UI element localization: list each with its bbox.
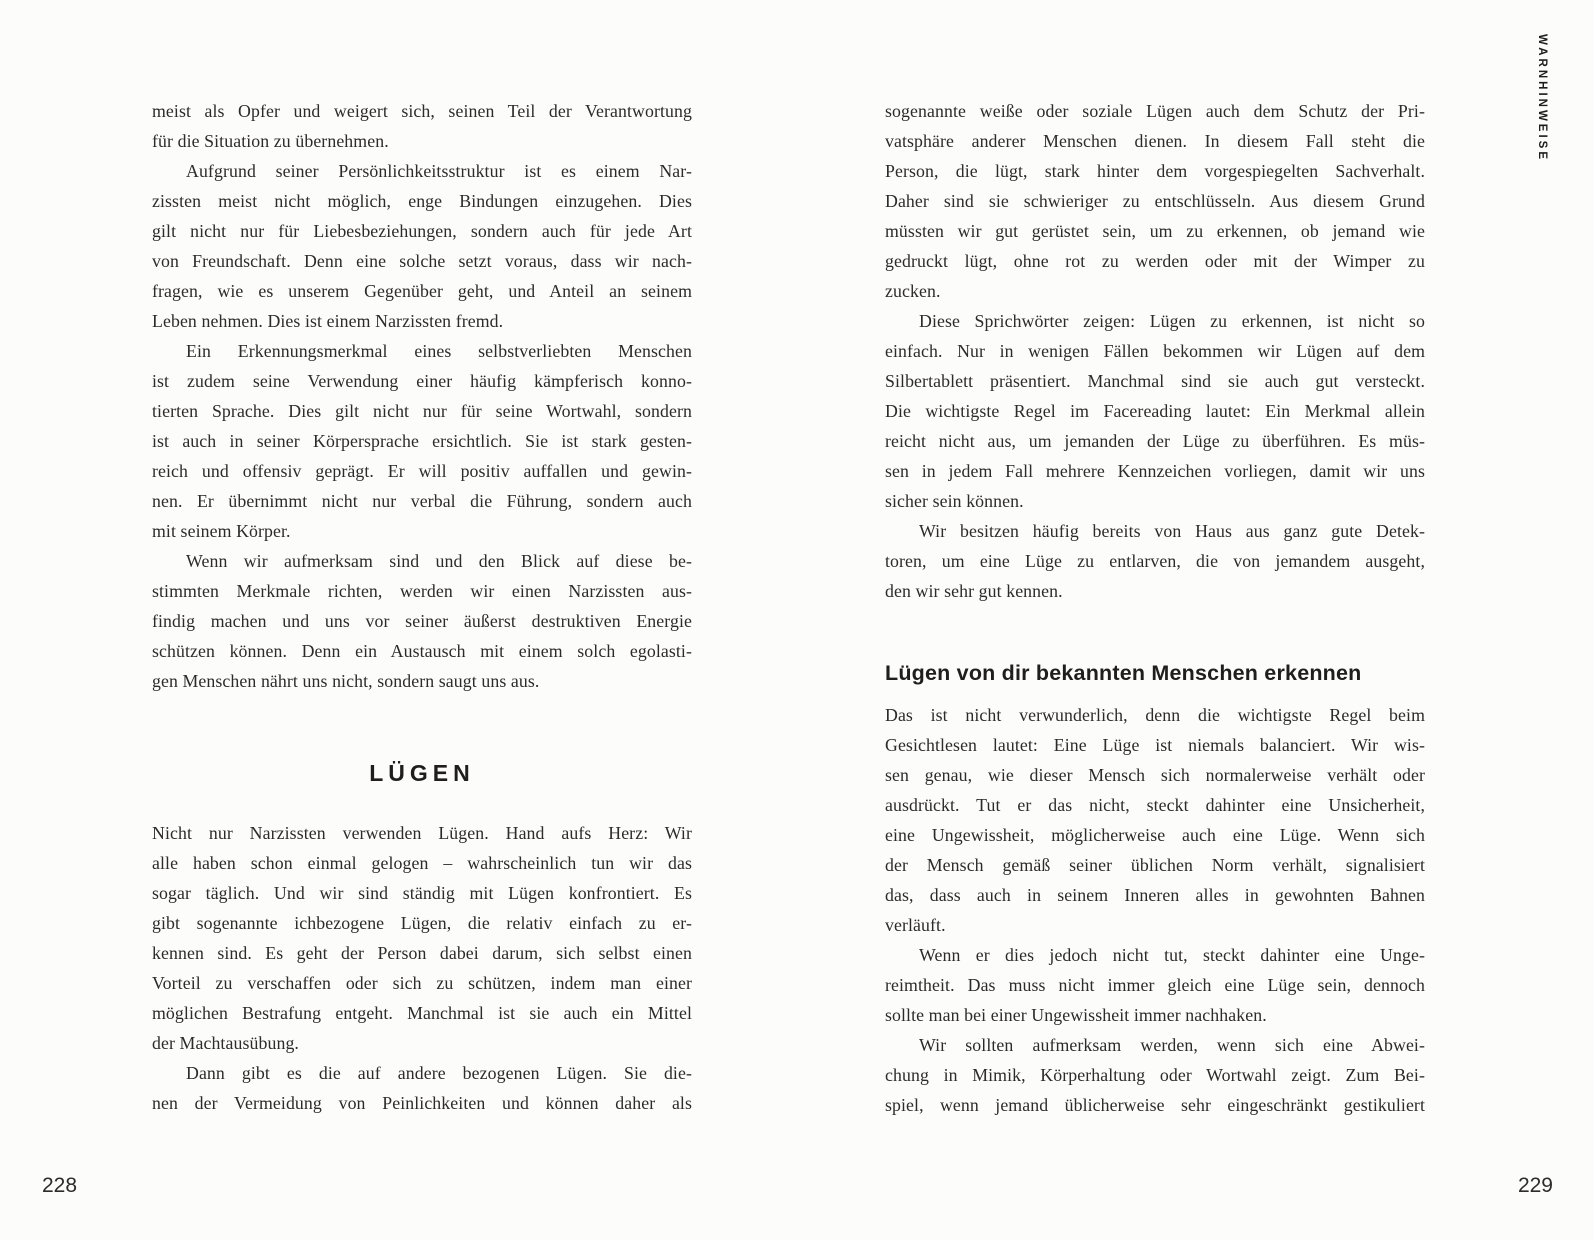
text-line: Nicht nur Narzissten verwenden Lügen. Hand aufs Herz: Wir [152,823,692,843]
text-line: Wir besitzen häufig bereits von Haus aus ganz gute Detek- [919,521,1425,541]
text-line: Diese Sprichwörter zeigen: Lügen zu erkennen, ist nicht so [919,311,1425,331]
text-line: Ein Erkennungsmerkmal eines selbstverliebten Menschen [186,341,692,361]
paragraph [152,156,692,336]
text-line: von Freundschaft. Denn eine solche setzt voraus, dass wir nach- [152,251,692,271]
text-line: das, dass auch in seinem Inneren alles in gewohnten Bahnen [885,885,1425,905]
text-line: mit seinem Körper. [152,521,291,541]
text-line: toren, um eine Lüge zu entlarven, die von jemandem ausgeht, [885,551,1425,571]
text-line: Leben nehmen. Dies ist einem Narzissten fremd. [152,311,504,331]
text-line: reicht nicht aus, um jemanden der Lüge zu überführen. Es müs- [885,431,1425,451]
text-line: zissten meist nicht möglich, enge Bindungen einzugehen. Dies [152,191,692,211]
text-line: müssten wir gut gerüstet sein, um zu erkennen, ob jemand wie [885,221,1425,241]
text-line: Silbertablett präsentiert. Manchmal sind sie auch gut versteckt. [885,371,1425,391]
text-line: Gesichtlesen lautet: Eine Lüge ist niemals balanciert. Wir wis- [885,735,1425,755]
section-heading: Lügen von dir bekannten Menschen erkennen [885,661,1362,685]
text-line: möglichen Bestrafung entgeht. Manchmal ist sie auch ein Mittel [152,1003,692,1023]
text-line: sogenannte weiße oder soziale Lügen auch dem Schutz der Pri- [885,101,1425,121]
text-line: der Mensch gemäß seiner üblichen Norm verhält, signalisiert [885,855,1425,875]
text-line: alle haben schon einmal gelogen – wahrscheinlich tun wir das [152,853,692,873]
text-line: chung in Mimik, Körperhaltung oder Wortwahl zeigt. Zum Bei- [885,1065,1425,1085]
text-line: für die Situation zu übernehmen. [152,131,389,151]
text-line: Die wichtigste Regel im Facereading lautet: Ein Merkmal allein [885,401,1425,421]
text-line: verläuft. [885,915,946,935]
paragraph [152,96,692,156]
text-line: vatsphäre anderer Menschen dienen. In diesem Fall steht die [885,131,1425,151]
text-line: gedruckt lügt, ohne rot zu werden oder mit der Wimper zu [885,251,1425,271]
text-line: einfach. Nur in wenigen Fällen bekommen wir Lügen auf dem [885,341,1425,361]
text-line: reimtheit. Das muss nicht immer gleich eine Lüge sein, dennoch [885,975,1425,995]
text-line: Aufgrund seiner Persönlichkeitsstruktur ist es einem Nar- [186,161,692,181]
page-number-right: 229 [1517,1174,1553,1197]
text-line: ist auch in seiner Körpersprache ersichtlich. Sie ist stark gesten- [152,431,692,451]
running-head: WARNHINWEISE [1536,34,1548,162]
text-line: sollte man bei einer Ungewissheit immer nachhaken. [885,1005,1267,1025]
text-line: ausdrückt. Tut er das nicht, steckt dahinter eine Unsicherheit, [885,795,1425,815]
paragraph [885,306,1425,516]
text-line: Daher sind sie schwieriger zu entschlüsseln. Aus diesem Grund [885,191,1425,211]
paragraph [885,940,1425,1030]
text-line: Das ist nicht verwunderlich, denn die wichtigste Regel beim [885,705,1425,725]
text-line: Wenn wir aufmerksam sind und den Blick auf diese be- [186,551,692,571]
text-line: Wenn er dies jedoch nicht tut, steckt dahinter eine Unge- [919,945,1425,965]
text-line: fragen, wie es unserem Gegenüber geht, und Anteil an seinem [152,281,692,301]
text-line: sicher sein können. [885,491,1024,511]
paragraph [885,516,1425,606]
text-line: zucken. [885,281,941,301]
text-line: den wir sehr gut kennen. [885,581,1063,601]
paragraph [885,700,1425,940]
text-line: Vorteil zu verschaffen oder sich zu schützen, indem man einer [152,973,692,993]
paragraph [152,1058,692,1118]
text-line: sen genau, wie dieser Mensch sich normalerweise verhält oder [885,765,1425,785]
paragraph [152,546,692,696]
paragraph [885,96,1425,306]
page-right-text-column [885,96,1425,1120]
chapter-heading: LÜGEN [369,760,475,786]
text-line: Dann gibt es die auf andere bezogenen Lügen. Sie die- [186,1063,692,1083]
text-line: Person, die lügt, stark hinter dem vorgespiegelten Sachverhalt. [885,161,1425,181]
text-line: stimmten Merkmale richten, werden wir einen Narzissten aus- [152,581,692,601]
text-line: spiel, wenn jemand üblicherweise sehr eingeschränkt gestikuliert [885,1095,1425,1115]
text-line: nen der Vermeidung von Peinlichkeiten und können daher als [152,1093,692,1113]
text-line: kennen sind. Es geht der Person dabei darum, sich selbst einen [152,943,692,963]
text-line: sen in jedem Fall mehrere Kennzeichen vorliegen, damit wir uns [885,461,1425,481]
text-line: gilt nicht nur für Liebesbeziehungen, sondern auch für jede Art [152,221,692,241]
text-line: gibt sogenannte ichbezogene Lügen, die relativ einfach zu er- [152,913,692,933]
text-line: sogar täglich. Und wir sind ständig mit Lügen konfrontiert. Es [152,883,692,903]
text-line: schützen können. Denn ein Austausch mit einem solch egolasti- [152,641,692,661]
page-number-left: 228 [42,1174,78,1197]
text-line: ist zudem seine Verwendung einer häufig kämpferisch konno- [152,371,692,391]
page-left-text-column [152,96,692,1118]
text-line: tierten Sprache. Dies gilt nicht nur für seine Wortwahl, sondern [152,401,692,421]
text-line: findig machen und uns vor seiner äußerst destruktiven Energie [152,611,692,631]
paragraph [152,818,692,1058]
paragraph [885,1030,1425,1120]
text-line: der Machtausübung. [152,1033,299,1053]
paragraph [152,336,692,546]
text-line: nen. Er übernimmt nicht nur verbal die Führung, sondern auch [152,491,692,511]
text-line: meist als Opfer und weigert sich, seinen Teil der Verantwortung [152,101,692,121]
text-line: reich und offensiv geprägt. Er will positiv auffallen und gewin- [152,461,692,481]
text-line: gen Menschen nährt uns nicht, sondern saugt uns aus. [152,671,540,691]
text-line: Wir sollten aufmerksam werden, wenn sich eine Abwei- [919,1035,1425,1055]
text-line: eine Ungewissheit, möglicherweise auch eine Lüge. Wenn sich [885,825,1425,845]
